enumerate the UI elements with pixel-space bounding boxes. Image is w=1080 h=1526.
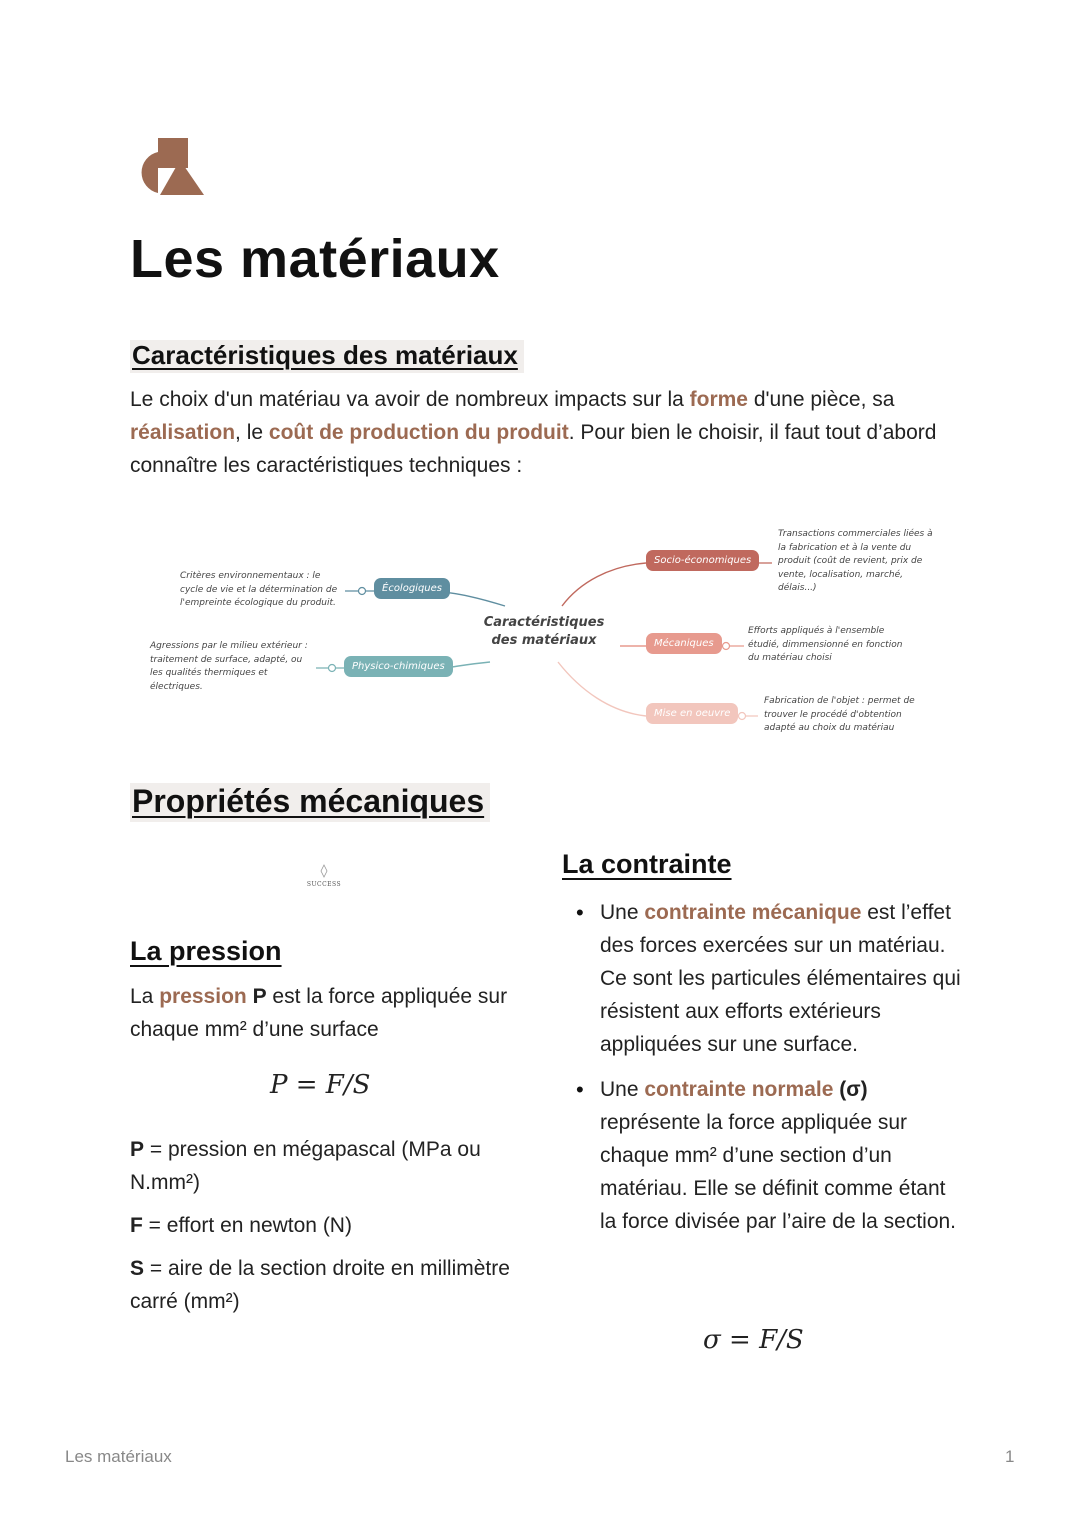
mindmap-node-socio-economiques: Socio-économiques <box>646 550 759 571</box>
mindmap-note-physico-chimiques: Agressions par le milieu extérieur : traitement de surface, adapté, ou les qualités thermiques et électriques. <box>150 641 308 692</box>
page-number: 1 <box>1005 1447 1015 1466</box>
keyword-pression: pression <box>159 985 247 1008</box>
heading-la-contrainte: La contrainte <box>562 849 732 879</box>
shapes-icon <box>136 138 206 196</box>
formula-contrainte: σ = F/S <box>703 1325 804 1355</box>
watermark-text: SUCCESS <box>306 881 342 888</box>
heading-la-pression: La pression <box>130 936 282 966</box>
mindmap-note-ecologiques: Critères environnementaux : le cycle de vie et la détermination de l'empreinte écologique du produit. <box>180 571 338 608</box>
def-p: P = pression en mégapascal (MPa ou N.mm²) <box>130 1138 481 1194</box>
list-item: • Une contrainte normale (σ) représente la force appliquée sur chaque mm² d’une section d’un matériau. Elle se définit comme étant la force divisée par l’aire de la section. <box>562 1073 962 1238</box>
mindmap-node-ecologiques: Écologiques <box>374 578 450 599</box>
keyword-contrainte-normale: contrainte normale <box>644 1078 834 1101</box>
footer-title: Les matériaux <box>65 1447 172 1466</box>
mindmap-note-mecaniques: Efforts appliqués à l'ensemble étudié, dimmensionné en fonction du matériau choisi <box>748 626 903 663</box>
section-heading-proprietes: Propriétés mécaniques <box>130 783 490 822</box>
keyword-cout: coût de production du produit <box>268 421 569 444</box>
list-item: • Une contrainte mécanique est l’effet des forces exercées sur un matériau. Ce sont les particules élémentaires qui résistent aux efforts extérieurs appliquées sur une surface. <box>562 896 962 1061</box>
mindmap-center: Caractéristiques des matériaux <box>483 615 605 648</box>
mindmap <box>140 520 960 750</box>
section-heading-caracteristiques: Caractéristiques des matériaux <box>130 340 524 373</box>
page-title: Les matériaux <box>130 229 500 289</box>
keyword-contrainte-mecanique: contrainte mécanique <box>644 901 862 924</box>
def-s: S = aire de la section droite en millimètre carré (mm²) <box>130 1257 510 1313</box>
contrainte-list <box>562 896 962 1250</box>
keyword-realisation: réalisation <box>130 421 236 444</box>
pression-definition: La pression P est la force appliquée sur chaque mm² d’une surface <box>130 985 508 1041</box>
mindmap-node-mise-en-oeuvre: Mise en oeuvre <box>646 703 738 724</box>
success-watermark <box>304 864 344 888</box>
def-f: F = effort en newton (N) <box>130 1214 352 1237</box>
intro-paragraph: Le choix d'un matériau va avoir de nombreux impacts sur la forme d'une pièce, sa réalisation, le coût de production du produit. Pour bien le choisir, il faut tout d’abord connaître les caractéristiques techniques : <box>130 388 937 477</box>
watermark-icon <box>317 864 331 878</box>
formula-pression: P = F/S <box>270 1070 371 1100</box>
mindmap-node-mecaniques: Mécaniques <box>646 633 722 654</box>
mindmap-node-physico-chimiques: Physico-chimiques <box>344 656 453 677</box>
mindmap-note-mise-en-oeuvre: Fabrication de l'objet : permet de trouver le procédé d'obtention adapté au choix du matériau <box>764 696 915 733</box>
keyword-forme: forme <box>689 388 748 411</box>
mindmap-note-socio-economiques: Transactions commerciales liées à la fabrication et à la vente du produit (coût de revient, prix de vente, localisation, marché, délais...) <box>778 529 933 593</box>
